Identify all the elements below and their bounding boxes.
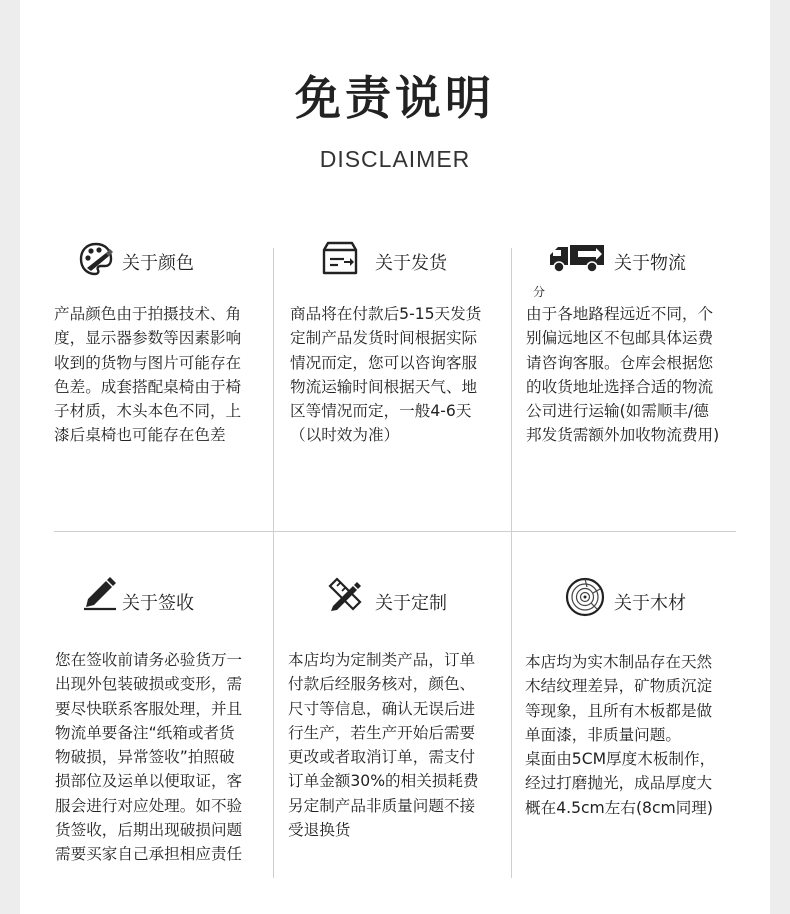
card-line: 由于各地路程远近不同，个 — [526, 305, 714, 323]
divider-horizontal — [54, 531, 736, 532]
card-line: 请咨询客服。仓库会根据您 — [526, 353, 714, 372]
card-line: 收到的货物与图片可能存在 — [54, 353, 242, 372]
card-body — [288, 648, 479, 842]
divider-vertical-1 — [273, 248, 274, 878]
card-line: 尺寸等信息，确认无误后进 — [288, 699, 476, 718]
card-line: 经过打磨抛光，成品厚度大 — [525, 774, 713, 793]
card-line: （以时效为准） — [290, 426, 400, 445]
card-line: 概在4.5cm左右(8cm同理) — [525, 798, 713, 817]
card-line: 损部位及运单以便取证，客 — [55, 772, 243, 791]
card-line: 出现外包装破损或变形，需 — [55, 675, 243, 694]
card-body — [525, 650, 715, 820]
divider-vertical-2 — [511, 248, 512, 878]
palette-icon — [78, 241, 114, 277]
shipping-box-icon — [322, 241, 358, 275]
card-line: 别偏远地区不包邮具体运费 — [526, 329, 714, 348]
card-line: 度，显示器参数等因素影响 — [54, 329, 242, 348]
card-line: 您在签收前请务必验货万一 — [55, 651, 243, 669]
card-line: 付款后经服务核对，颜色、 — [288, 675, 476, 694]
card-line: 公司进行运输(如需顺丰/德 — [526, 402, 709, 421]
card-line: 本店均为实木制品存在天然 — [525, 653, 713, 671]
card-line: 物流运输时间根据天气、地 — [290, 377, 478, 396]
card-title: 关于颜色 — [122, 253, 194, 274]
card-line: 商品将在付款后5-15天发货 — [290, 305, 482, 323]
card-line: 本店均为定制类产品，订单 — [288, 651, 476, 669]
card-line: 服会进行对应处理。如不验 — [55, 796, 243, 815]
card-line: 邦发货需额外加收物流费用) — [526, 426, 720, 445]
card-line: 区等情况而定，一般4-6天 — [290, 402, 472, 421]
pencil-signature-icon — [82, 575, 118, 611]
card-line: 更改或者取消订单，需支付 — [288, 748, 476, 767]
delivery-truck-icon — [548, 243, 606, 273]
card-line: 产品颜色由于拍摄技术、角 — [54, 305, 242, 323]
card-line: 订单金额30%的相关损耗费 — [288, 772, 479, 791]
card-title: 关于定制 — [375, 593, 447, 614]
card-line: 色差。成套搭配桌椅由于椅 — [54, 377, 242, 396]
card-line: 木结纹理差异，矿物质沉淀 — [525, 677, 713, 696]
card-line: 物破损，异常签收”拍照破 — [55, 748, 235, 767]
card-title: 关于发货 — [375, 253, 447, 274]
card-line: 定制产品发货时间根据实际 — [290, 329, 478, 348]
card-line: 单面漆，非质量问题。 — [525, 725, 681, 744]
wood-rings-icon — [565, 577, 605, 617]
card-line: 的收货地址选择合适的物流 — [526, 377, 714, 396]
card-line: 行生产，若生产开始后需要 — [288, 723, 476, 742]
card-line: 子材质，木头本色不同，上 — [54, 402, 242, 421]
ruler-pencil-icon — [327, 576, 363, 612]
card-line: 物流单要备注“纸箱或者货 — [55, 723, 235, 742]
card-line: 等现象，且所有木板都是做 — [525, 701, 713, 720]
card-body — [526, 302, 719, 448]
card-line: 受退换货 — [288, 821, 351, 840]
card-body — [290, 302, 481, 448]
card-body — [55, 648, 242, 867]
card-title: 关于签收 — [122, 593, 194, 614]
card-line: 情况而定，您可以咨询客服 — [290, 353, 478, 372]
card-line: 要尽快联系客服处理，并且 — [55, 699, 243, 718]
card-line: 需要买家自己承担相应责任 — [55, 845, 243, 864]
card-title: 关于物流 — [614, 253, 686, 274]
page-title: 免责说明 — [295, 71, 495, 125]
card-title: 关于木材 — [614, 593, 686, 614]
card-line: 另定制产品非质量问题不接 — [288, 796, 476, 815]
card-body — [54, 302, 241, 448]
card-line: 桌面由5CM厚度木板制作， — [525, 750, 716, 769]
page-subtitle: DISCLAIMER — [319, 146, 471, 172]
card-line: 漆后桌椅也可能存在色差 — [54, 426, 226, 445]
card-line: 货签收，后期出现破损问题 — [55, 821, 243, 840]
card-title-wrap: 分 — [533, 285, 546, 299]
